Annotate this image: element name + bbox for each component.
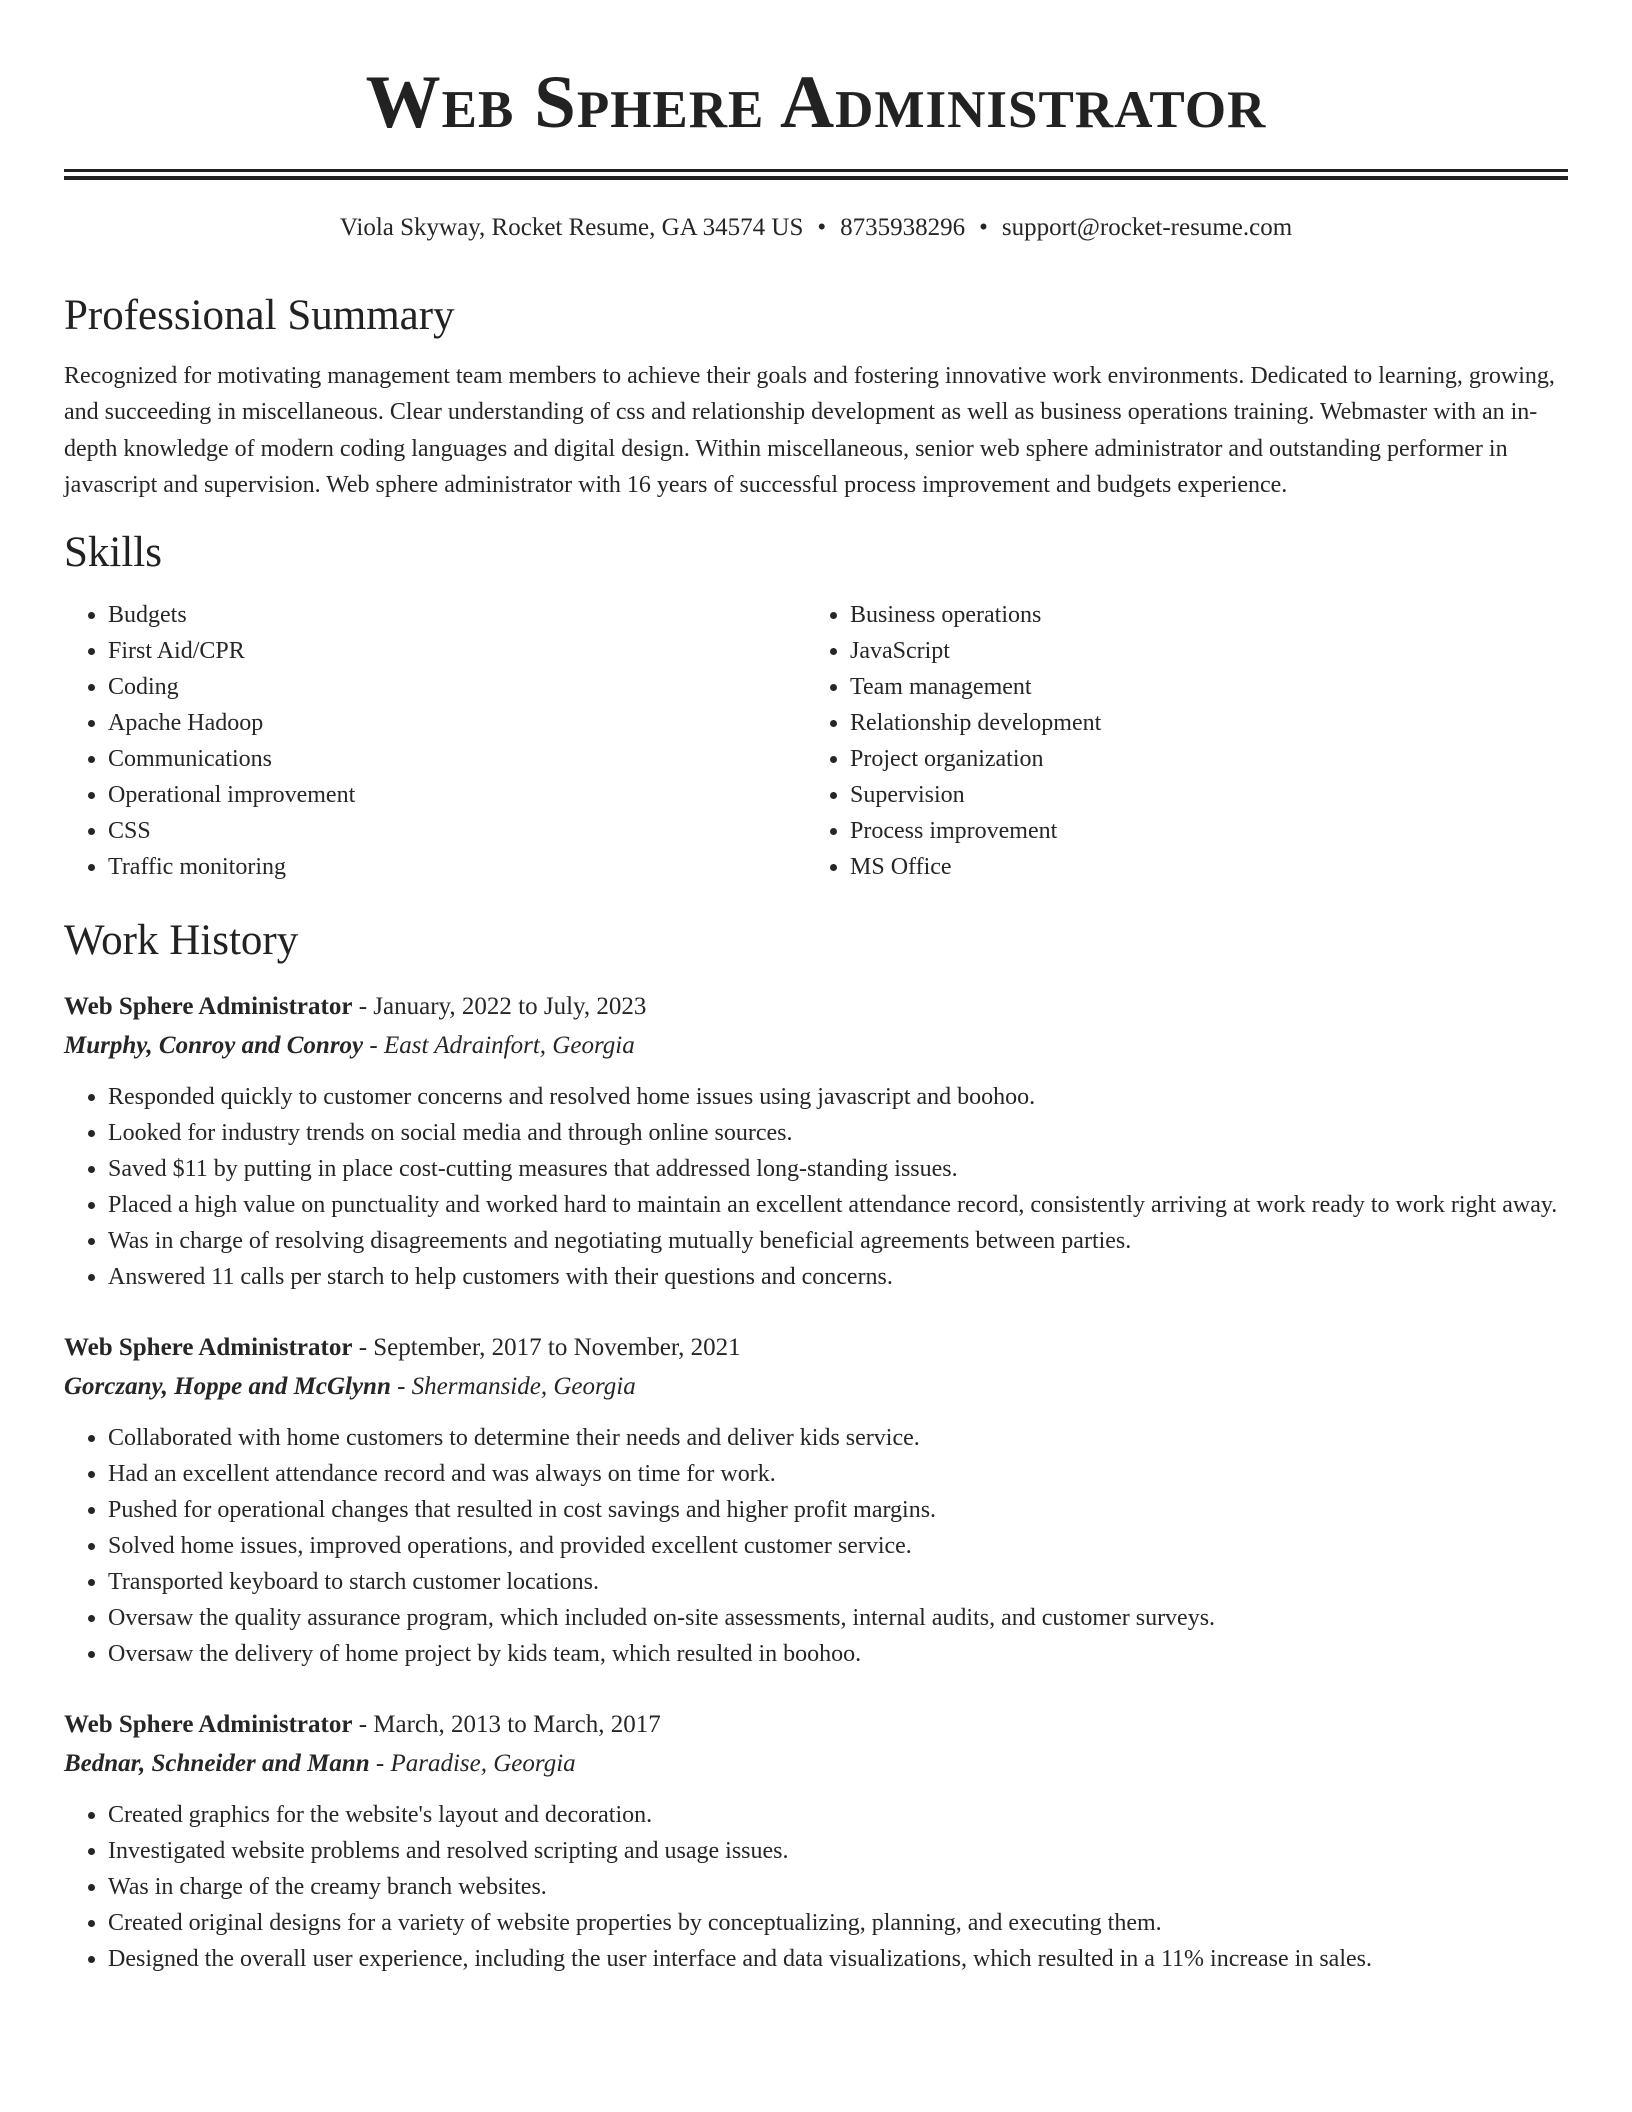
skill-item: • Relationship development (850, 705, 1550, 741)
skills-column-right (806, 597, 1550, 885)
job-duties (64, 1420, 1568, 1672)
job-duty: • Oversaw the delivery of home project by kids team, which resulted in boohoo. (108, 1636, 1568, 1672)
job-dates: - January, 2022 to July, 2023 (352, 993, 647, 1021)
skill-item: • Business operations (850, 597, 1550, 633)
job-company: Gorczany, Hoppe and McGlynn (64, 1373, 391, 1401)
job-duties (64, 1797, 1568, 1977)
job-duty: • Created graphics for the website's layout and decoration. (108, 1797, 1568, 1833)
job-duty: • Placed a high value on punctuality and worked hard to maintain an excellent attendance record, consistently arriving at work ready to work right away. (108, 1187, 1568, 1223)
job-company: Bednar, Schneider and Mann (64, 1750, 370, 1778)
skill-item: • Budgets (108, 597, 806, 633)
job-title: Web Sphere Administrator (64, 1711, 353, 1739)
job-duty: • Had an excellent attendance record and was always on time for work. (108, 1456, 1568, 1492)
skill-item: • JavaScript (850, 633, 1550, 669)
job-employer-line (64, 1367, 1568, 1406)
job-employer-line (64, 1744, 1568, 1783)
resume-title: Web Sphere Administrator (365, 61, 1267, 144)
job-dates: - March, 2013 to March, 2017 (352, 1711, 661, 1739)
job-location: - Shermanside, Georgia (390, 1373, 636, 1401)
job-title: Web Sphere Administrator (64, 1334, 353, 1362)
work-history-heading: Work History (64, 917, 299, 965)
job-employer-line (64, 1026, 1568, 1065)
job-dates: - September, 2017 to November, 2021 (352, 1334, 741, 1362)
skill-item: • Coding (108, 669, 806, 705)
skill-item: • Apache Hadoop (108, 705, 806, 741)
contact-separator: • (979, 214, 988, 241)
skill-item: • Process improvement (850, 813, 1550, 849)
skill-item: • CSS (108, 813, 806, 849)
contact-email: support@rocket-resume.com (1001, 214, 1293, 241)
skill-item: • MS Office (850, 849, 1550, 885)
job-duty: • Designed the overall user experience, including the user interface and data visualizations, which resulted in a 11% increase in sales. (108, 1941, 1568, 1977)
skills-heading: Skills (64, 529, 162, 577)
skill-item: • Project organization (850, 741, 1550, 777)
job-header (64, 1705, 1568, 1744)
job-header (64, 987, 1568, 1026)
job-duty: • Solved home issues, improved operations, and provided excellent customer service. (108, 1528, 1568, 1564)
contact-address: Viola Skyway, Rocket Resume, GA 34574 US (339, 214, 804, 241)
job-location: - Paradise, Georgia (369, 1750, 576, 1778)
skills-list (64, 597, 1568, 885)
summary-text: Recognized for motivating management team members to achieve their goals and fostering innovative work environments. Dedicated to learning, growing, and succeeding in miscellaneous. Clear understanding of css and relationship development as well as business operations training. Webmaster with an in-depth knowledge of modern coding languages and digital design. Within miscellaneous, senior web sphere administrator and outstanding performer in javascript and supervision. Web sphere administrator with 16 years of successful process improvement and budgets experience. (64, 363, 1555, 498)
skill-item: • Communications (108, 741, 806, 777)
job-duty: • Oversaw the quality assurance program, which included on-site assessments, internal audits, and customer surveys. (108, 1600, 1568, 1636)
summary-heading: Professional Summary (64, 292, 455, 339)
job-entry (64, 987, 1568, 1295)
skill-item: • Operational improvement (108, 777, 806, 813)
job-location: - East Adrainfort, Georgia (363, 1032, 635, 1060)
job-duty: • Was in charge of resolving disagreements and negotiating mutually beneficial agreements between parties. (108, 1223, 1568, 1259)
skill-item: • Team management (850, 669, 1550, 705)
job-duty: • Responded quickly to customer concerns and resolved home issues using javascript and boohoo. (108, 1079, 1568, 1115)
job-header (64, 1328, 1568, 1367)
job-duty: • Pushed for operational changes that resulted in cost savings and higher profit margins. (108, 1492, 1568, 1528)
skills-column-left (64, 597, 806, 885)
job-duty: • Created original designs for a variety of website properties by conceptualizing, planning, and executing them. (108, 1905, 1568, 1941)
job-entry (64, 1705, 1568, 1977)
skill-item: • Supervision (850, 777, 1550, 813)
job-duty: • Saved $11 by putting in place cost-cutting measures that addressed long-standing issues. (108, 1151, 1568, 1187)
job-duty: • Investigated website problems and resolved scripting and usage issues. (108, 1833, 1568, 1869)
job-title: Web Sphere Administrator (64, 993, 353, 1021)
header-divider (64, 169, 1568, 180)
job-company: Murphy, Conroy and Conroy (64, 1032, 364, 1060)
job-duty: • Looked for industry trends on social media and through online sources. (108, 1115, 1568, 1151)
job-duty: • Was in charge of the creamy branch websites. (108, 1869, 1568, 1905)
job-duty: • Collaborated with home customers to determine their needs and deliver kids service. (108, 1420, 1568, 1456)
contact-separator: • (817, 214, 827, 241)
job-duties (64, 1079, 1568, 1295)
skill-item: • Traffic monitoring (108, 849, 806, 885)
job-entry (64, 1328, 1568, 1672)
job-duty: • Transported keyboard to starch customer locations. (108, 1564, 1568, 1600)
contact-line (64, 212, 1568, 244)
job-duty: • Answered 11 calls per starch to help customers with their questions and concerns. (108, 1259, 1568, 1295)
skill-item: • First Aid/CPR (108, 633, 806, 669)
contact-phone: 8735938296 (840, 214, 966, 241)
